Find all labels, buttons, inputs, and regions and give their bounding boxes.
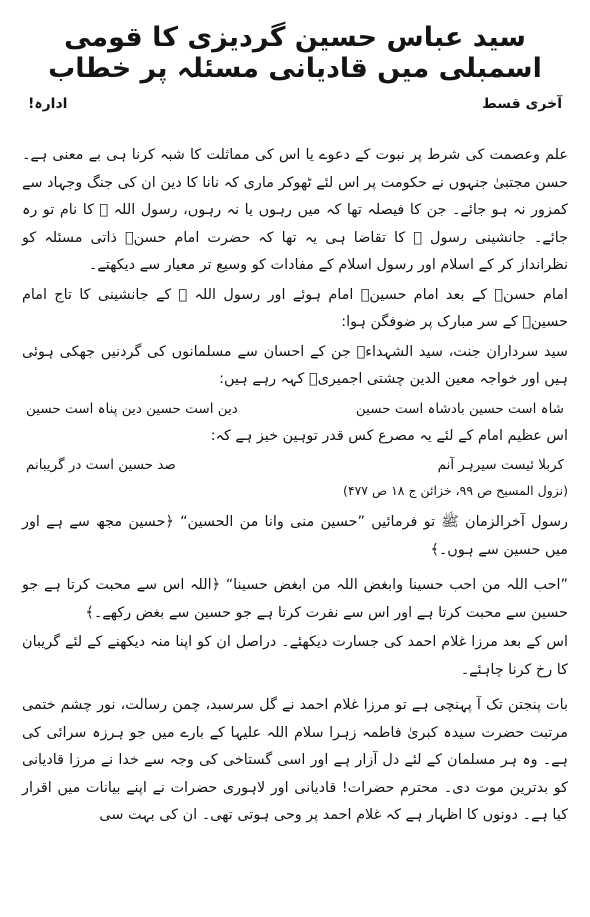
verse-1-left: دین است حسین دین پناہ است حسین [26, 400, 238, 417]
paragraph-1: علم وعصمت کی شرط پر نبوت کے دعوے یا اس کی مماثلت کا شبہ کرنا ہی بے معنی ہے۔ حسن مجتبیٰ جنہوں نے حکومت پر اس لئے ٹھوکر ماری کہ نانا کا دین ان کی جنگ وجہاد سے کمزور نہ ہو جائے۔ جن کا فیصلہ تھا کہ میں رہوں یا نہ رہوں، رسول اللہ ﷺ کا نام تو رہ جائے۔ جانشینی رسول ﷺ کا تقاضا ہی یہ تھا کہ حضرت امام حسنؑ ذاتی مسئلہ کو نظرانداز کر کے اسلام اور رسول اسلام کے مفادات کو وسیع تر معیار سے دیکھتے۔ [22, 147, 568, 273]
article-body [22, 142, 568, 832]
byline: ادارہ! [28, 96, 68, 112]
persian-verse-1 [22, 396, 568, 423]
verse-2-left: صد حسین است در گریبانم [26, 457, 176, 473]
closing-paragraph-1: اس کے بعد مرزا غلام احمد کی جسارت دیکھئے۔ دراصل ان کو اپنا منہ دیکھنے کے لئے گریبان کا رخ کرنا چاہئے۔ [22, 634, 568, 678]
paragraph-2: امام حسنؑ کے بعد امام حسینؑ امام ہوئے اور رسول اللہ ﷺ کے جانشینی کا تاج امام حسینؑ کے سر مبارک پر ضوفگن ہوا: [22, 286, 568, 330]
closing-paragraph-2: بات پنجتن تک آ پہنچی ہے تو مرزا غلام احمد نے گل سرسبد، چمن رسالت، نور چشم ختمی مرتبت حضرت سیدہ کبریٰ فاطمہ زہرا سلام اللہ علیہا کے بارے میں جو ہرزہ سرائی کی ہے۔ وہ ہر مسلمان کے لئے دل آزار ہے اور اسی گستاخی کی وجہ سے خدا نے مرزا قادیانی کو بدترین موت دی۔ محترم حضرات! قادیانی اور لاہوری حضرات نے اپنے بیانات میں اقرار کیا ہے۔ دونوں کا اظہار ہے کہ غلام احمد پر وحی ہوتی تھی۔ ان کی بہت سی [22, 697, 568, 823]
verse-2-right: کربلا ئیست سیرہر آنم [437, 457, 564, 473]
verse-intro: اس عظیم امام کے لئے یہ مصرع کس قدر توہین خیز ہے کہ: [210, 427, 568, 444]
paragraph-3: سید سرداران جنت، سید الشہداءؑ جن کے احسان سے مسلمانوں کی گردنیں جھکی ہوئی ہیں اور خواجہ معین الدین چشتی اجمیریؒ کہہ رہے ہیں: [22, 343, 568, 387]
installment-label: آخری قسط [482, 96, 562, 112]
hadith-1: رسول آخرالزمان ﷺ تو فرمائیں ”حسین منی وانا من الحسین“ ﴿حسین مجھ سے ہے اور میں حسین سے ہوں۔﴾ [22, 514, 568, 558]
hadith-2: ”احب اللہ من احب حسینا وابغض اللہ من ابغض حسینا“ ﴿اللہ اس سے محبت کرتا ہے جو حسین سے محبت کرتا ہے اور اس سے نفرت کرتا ہے جو حسین سے بغض رکھے۔﴾ [22, 577, 568, 621]
citation-reference: (نزول المسیح ص ۹۹، خزائن ج ۱۸ ص ۴۷۷) [342, 483, 568, 498]
persian-verse-2 [22, 452, 568, 479]
verse-1-right: شاہ است حسین بادشاہ است حسین [355, 400, 564, 417]
article-title: سید عباس حسین گردیزی کا قومی اسمبلی میں قادیانی مسئلہ پر خطاب [48, 22, 542, 84]
